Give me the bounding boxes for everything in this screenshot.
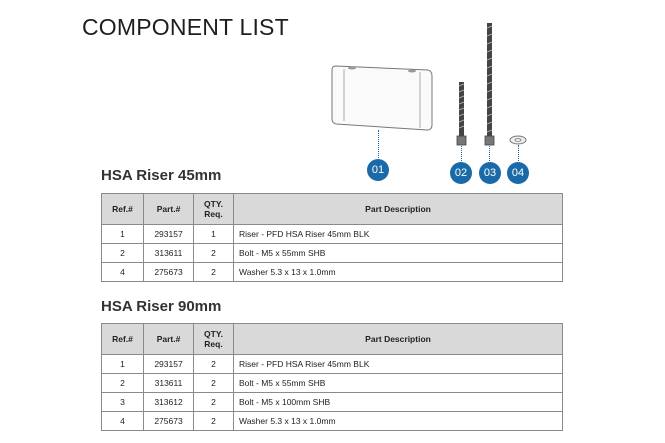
section-title-90mm: HSA Riser 90mm [101,298,222,315]
cell-ref: 2 [102,244,144,263]
cell-part: 293157 [144,355,194,374]
cell-ref: 3 [102,393,144,412]
cell-part: 313612 [144,393,194,412]
col-qty-label: QTY. Req. [204,199,223,219]
leader-line [518,145,519,161]
callout-02: 02 [450,162,472,184]
washer-drawing [510,136,526,144]
table-header-row [102,324,563,355]
cell-desc: Washer 5.3 x 13 x 1.0mm [234,263,563,282]
col-desc: Part Description [234,194,563,225]
cell-part: 313611 [144,374,194,393]
cell-ref: 1 [102,355,144,374]
cell-part: 275673 [144,263,194,282]
parts-illustration [0,0,665,200]
callout-03: 03 [479,162,501,184]
table-row [102,393,563,412]
col-ref: Ref.# [102,194,144,225]
page-title: COMPONENT LIST [82,14,289,40]
table-row [102,374,563,393]
callout-04: 04 [507,162,529,184]
section-title-45mm: HSA Riser 45mm [101,167,222,184]
table-row [102,412,563,431]
cell-desc: Washer 5.3 x 13 x 1.0mm [234,412,563,431]
col-qty-label: QTY. Req. [204,329,223,349]
table-header-row [102,194,563,225]
cell-desc: Riser - PFD HSA Riser 45mm BLK [234,225,563,244]
col-part: Part.# [144,324,194,355]
cell-qty: 2 [194,355,234,374]
cell-desc: Bolt - M5 x 55mm SHB [234,244,563,263]
leader-line [489,146,490,161]
cell-qty: 2 [194,412,234,431]
table-row [102,355,563,374]
callout-01: 01 [367,159,389,181]
leader-line [461,146,462,161]
cell-qty: 2 [194,393,234,412]
cell-part: 275673 [144,412,194,431]
cell-qty: 2 [194,244,234,263]
cell-ref: 1 [102,225,144,244]
col-qty [194,324,234,355]
cell-qty: 2 [194,263,234,282]
cell-ref: 4 [102,263,144,282]
table-row [102,263,563,282]
cell-qty: 1 [194,225,234,244]
cell-desc: Riser - PFD HSA Riser 45mm BLK [234,355,563,374]
short-bolt-drawing [457,82,466,145]
col-desc: Part Description [234,324,563,355]
cell-desc: Bolt - M5 x 100mm SHB [234,393,563,412]
table-row [102,244,563,263]
parts-table-90mm [101,323,563,431]
long-bolt-drawing [485,23,494,145]
col-part: Part.# [144,194,194,225]
cell-ref: 2 [102,374,144,393]
col-qty [194,194,234,225]
parts-table-45mm [101,193,563,282]
table-row [102,225,563,244]
cell-part: 313611 [144,244,194,263]
leader-line [378,130,379,158]
cell-part: 293157 [144,225,194,244]
cell-desc: Bolt - M5 x 55mm SHB [234,374,563,393]
riser-drawing [332,66,432,130]
col-ref: Ref.# [102,324,144,355]
cell-qty: 2 [194,374,234,393]
cell-ref: 4 [102,412,144,431]
